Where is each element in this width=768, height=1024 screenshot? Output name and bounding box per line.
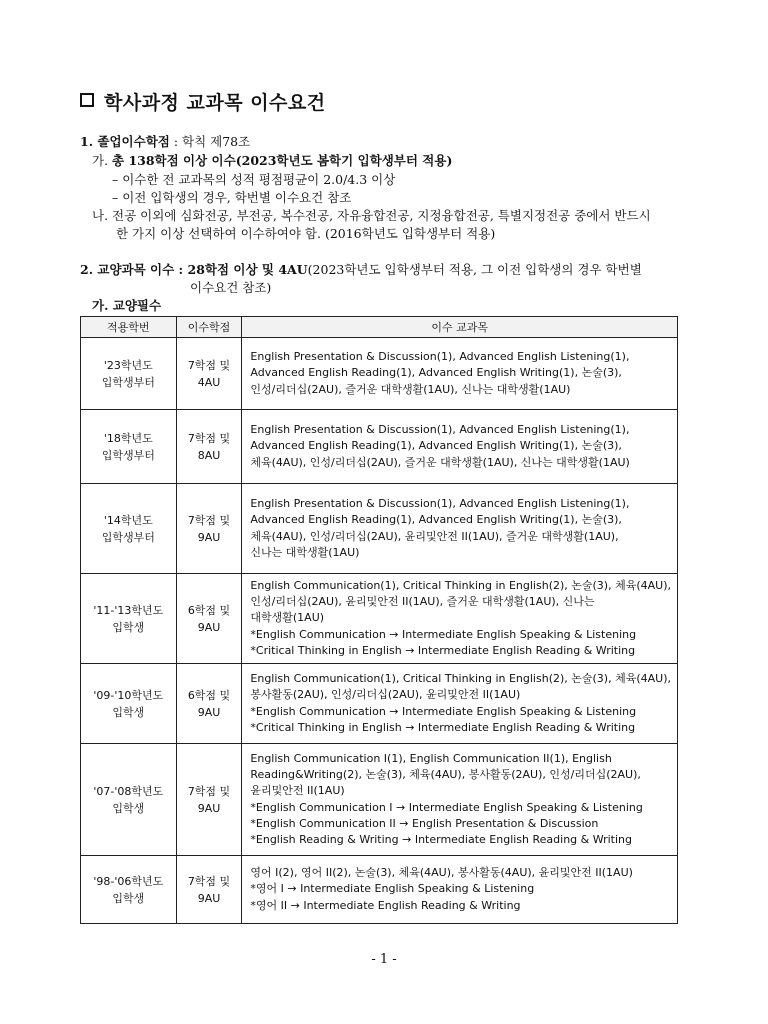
credits-cell: [176, 484, 242, 574]
courses-cell: [242, 484, 678, 574]
course-line: 인성/리더십(2AU), 윤리및안전 II(1AU), 즐거운 대학생활(1AU), 신나는: [250, 595, 595, 609]
cohort-text: 입학생: [112, 705, 145, 719]
credits-text: 9AU: [197, 530, 221, 544]
credits-text: 9AU: [197, 801, 221, 815]
table-header-row: [81, 317, 678, 338]
course-line: Reading&Writing(2), 논술(3), 체육(4AU), 봉사활동(2AU), 인성/리더십(2AU),: [250, 768, 641, 782]
section1-bullet-2: – 이전 입학생의 경우, 학번별 이수요건 참조: [112, 190, 352, 205]
course-line: 대학생활(1AU): [250, 611, 325, 625]
cohort-text: 입학생부터: [101, 375, 155, 389]
course-line: English Communication(1), Critical Thinking in English(2), 논술(3), 체육(4AU),: [250, 579, 671, 592]
course-line: English Presentation & Discussion(1), Advanced English Listening(1),: [250, 350, 630, 364]
table-row: [81, 574, 678, 664]
course-line: 체육(4AU), 인성/리더십(2AU), 윤리및안전 II(1AU), 즐거운 대학생활(1AU),: [250, 529, 619, 543]
section1-header: [80, 134, 250, 150]
credits-cell: [176, 856, 242, 924]
cohort-cell: [81, 744, 177, 856]
page-number: - 1 -: [371, 952, 397, 967]
courses-cell: [242, 744, 678, 856]
table-row: [81, 744, 678, 856]
course-line: Advanced English Reading(1), Advanced English Writing(1), 논술(3),: [250, 439, 622, 453]
section1-suffix: : 학칙 제78조: [169, 134, 251, 149]
course-line: *영어 II → Intermediate English Reading & Writing: [250, 898, 521, 912]
header-cohort: 적용학번: [81, 317, 177, 338]
course-line: English Communication(1), Critical Thinking in English(2), 논술(3), 체육(4AU),: [250, 672, 671, 686]
course-line: *English Communication → Intermediate English Speaking & Listening: [250, 627, 637, 641]
credits-cell: [176, 410, 242, 484]
requirements-table: [80, 316, 678, 924]
course-line: English Presentation & Discussion(1), Advanced English Listening(1),: [250, 497, 630, 511]
cohort-text: '98-'06학년도: [93, 874, 164, 888]
header-courses: 이수 교과목: [242, 317, 678, 338]
section1-item-ga: [92, 153, 452, 169]
checkbox-square-icon: [80, 93, 94, 107]
cohort-text: '07-'08학년도: [93, 784, 164, 798]
section1-item-na-line2: 한 가지 이상 선택하여 이수하여야 함. (2016학년도 입학생부터 적용): [116, 226, 496, 241]
course-line: *English Reading & Writing → Intermediate English Reading & Writing: [250, 832, 633, 846]
section2-suffix-line1: (2023학년도 입학생부터 적용, 그 이전 입학생의 경우 학번별: [307, 262, 642, 277]
section2-suffix-line2: 이수요건 참조): [190, 280, 272, 295]
cohort-text: 입학생부터: [101, 448, 155, 462]
cohort-text: '23학년도: [103, 358, 153, 372]
credits-text: 7학점 및: [187, 874, 231, 888]
course-line: 영어 I(2), 영어 II(2), 논술(3), 체육(4AU), 봉사활동(4AU), 윤리및안전 II(1AU): [250, 866, 633, 880]
cohort-text: 입학생: [112, 891, 145, 905]
credits-text: 7학점 및: [187, 358, 231, 372]
credits-text: 9AU: [197, 891, 221, 905]
section1-item-na-line1: 나. 전공 이외에 심화전공, 부전공, 복수전공, 자유융합전공, 지정융합전공, 특별지정전공 중에서 반드시: [92, 208, 651, 223]
cohort-text: '14학년도: [103, 513, 153, 527]
credits-text: 7학점 및: [187, 784, 231, 798]
course-line: English Presentation & Discussion(1), Advanced English Listening(1),: [250, 423, 630, 437]
courses-cell: [242, 338, 678, 410]
course-line: Advanced English Reading(1), Advanced English Writing(1), 논술(3),: [250, 513, 622, 527]
table-row: [81, 410, 678, 484]
section2-subheading: 가. 교양필수: [92, 298, 162, 313]
table-row: [81, 338, 678, 410]
credits-text: 6학점 및: [187, 688, 231, 702]
course-line: 봉사활동(2AU), 인성/리더십(2AU), 윤리및안전 II(1AU): [250, 688, 521, 702]
course-line: *Critical Thinking in English → Intermediate English Reading & Writing: [250, 643, 636, 657]
course-line: 인성/리더십(2AU), 즐거운 대학생활(1AU), 신나는 대학생활(1AU): [250, 382, 571, 396]
cohort-text: 입학생부터: [101, 530, 155, 544]
course-line: Advanced English Reading(1), Advanced English Writing(1), 논술(3),: [250, 366, 622, 380]
cohort-cell: [81, 664, 177, 744]
section1-item-ga-text: 총 138학점 이상 이수(2023학년도 봄학기 입학생부터 적용): [112, 153, 453, 168]
courses-cell: [242, 664, 678, 744]
cohort-text: '09-'10학년도: [93, 688, 164, 702]
credits-text: 7학점 및: [187, 513, 231, 527]
section2-header: [80, 262, 642, 278]
cohort-text: '11-'13학년도: [93, 603, 164, 617]
table-row: [81, 664, 678, 744]
section1-label: 1. 졸업이수학점: [80, 134, 170, 149]
section1-bullet-1: – 이수한 전 교과목의 성적 평점평균이 2.0/4.3 이상: [112, 172, 396, 187]
course-line: English Communication I(1), English Communication II(1), English: [250, 751, 612, 765]
page-title: [80, 88, 326, 115]
table-row: [81, 484, 678, 574]
credits-cell: [176, 664, 242, 744]
course-line: *English Communication II → English Presentation & Discussion: [250, 816, 599, 830]
section1-item-ga-label: 가.: [92, 153, 113, 168]
cohort-text: 입학생: [112, 620, 145, 634]
credits-text: 9AU: [197, 705, 221, 719]
table-row: [81, 856, 678, 924]
course-line: *영어 I → Intermediate English Speaking & Listening: [250, 882, 535, 896]
courses-cell: [242, 574, 678, 664]
course-line: 체육(4AU), 인성/리더십(2AU), 즐거운 대학생활(1AU), 신나는 대학생활(1AU): [250, 455, 630, 469]
cohort-cell: [81, 338, 177, 410]
cohort-text: '18학년도: [103, 431, 153, 445]
credits-cell: [176, 744, 242, 856]
cohort-cell: [81, 410, 177, 484]
course-line: *English Communication → Intermediate English Speaking & Listening: [250, 704, 637, 718]
cohort-cell: [81, 856, 177, 924]
credits-text: 8AU: [197, 448, 221, 462]
credits-text: 6학점 및: [187, 603, 231, 617]
credits-text: 4AU: [197, 375, 221, 389]
credits-text: 7학점 및: [187, 431, 231, 445]
credits-cell: [176, 338, 242, 410]
section2-label: 2. 교양과목 이수 : 28학점 이상 및 4AU: [80, 262, 308, 277]
credits-cell: [176, 574, 242, 664]
table-body: [81, 338, 678, 924]
course-line: 윤리및안전 II(1AU): [250, 784, 345, 798]
cohort-cell: [81, 484, 177, 574]
courses-cell: [242, 410, 678, 484]
page-title-text: 학사과정 교과목 이수요건: [104, 92, 326, 114]
courses-cell: [242, 856, 678, 924]
cohort-text: 입학생: [112, 801, 145, 815]
course-line: 신나는 대학생활(1AU): [250, 545, 360, 559]
course-line: *English Communication I → Intermediate English Speaking & Listening: [250, 800, 643, 814]
course-line: *Critical Thinking in English → Intermediate English Reading & Writing: [250, 720, 636, 734]
header-credits: 이수학점: [176, 317, 242, 338]
cohort-cell: [81, 574, 177, 664]
credits-text: 9AU: [197, 620, 221, 634]
